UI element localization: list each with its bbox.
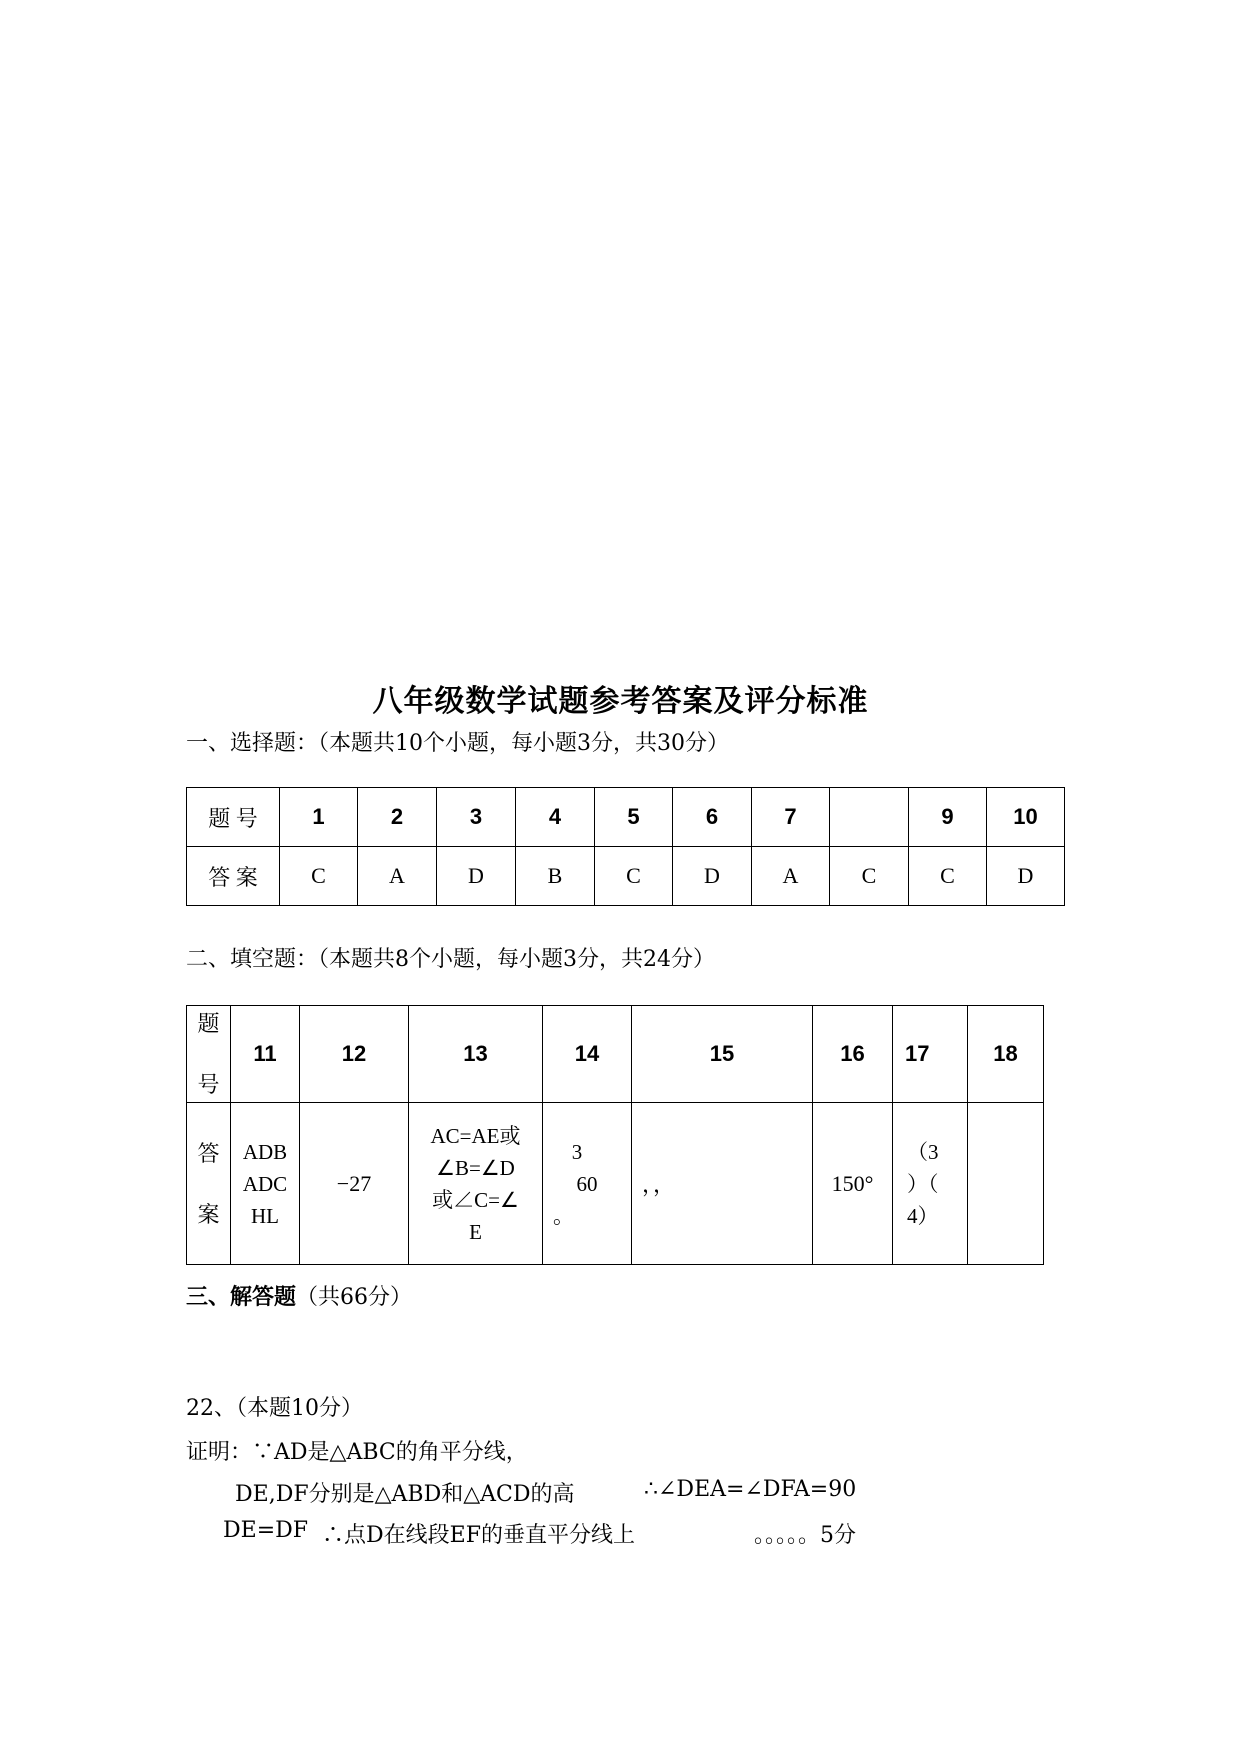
proof-line: DE,DF分别是△ABD和△ACD的高 xyxy=(235,1482,575,1507)
answer-line: HL xyxy=(251,1203,279,1228)
answer-line: E xyxy=(469,1219,482,1244)
choice-answer-table xyxy=(186,787,1065,906)
proof-line: ∴∠DEA=∠DFA=90 xyxy=(644,1477,857,1502)
row-label-question-number: 题 号 xyxy=(187,788,280,847)
section2-heading: 二、填空题：（本题共8个小题，每小题3分，共24分） xyxy=(186,947,715,972)
label-char: 号 xyxy=(197,1072,220,1097)
section3-heading-bold: 三、解答题 xyxy=(186,1285,297,1310)
fill-answer xyxy=(543,1103,632,1265)
answer-line: 150° xyxy=(831,1170,874,1196)
answer-line: 3 xyxy=(571,1139,583,1164)
answer-line: 或∠C=∠ xyxy=(432,1187,519,1212)
answer-line: AC=AE或 xyxy=(430,1123,521,1148)
score-note: 。。。。。5分 xyxy=(754,1523,856,1548)
choice-answer: C xyxy=(280,847,358,906)
proof-line: ∴点D在线段EF的垂直平分线上 xyxy=(322,1523,635,1548)
choice-answer: D xyxy=(673,847,752,906)
answer-line: 。 xyxy=(553,1203,574,1228)
section3-heading xyxy=(186,1280,412,1311)
fill-answer xyxy=(632,1103,813,1265)
answer-line: −27 xyxy=(336,1170,372,1196)
choice-answer: B xyxy=(516,847,595,906)
choice-number: 2 xyxy=(358,788,437,847)
fill-answer xyxy=(968,1103,1044,1265)
choice-number: 9 xyxy=(909,788,987,847)
fill-number: 13 xyxy=(409,1006,543,1103)
label-char: 答 xyxy=(197,1140,220,1166)
choice-answer: A xyxy=(358,847,437,906)
fill-answer-row xyxy=(187,1103,1044,1265)
fill-number: 11 xyxy=(231,1006,300,1103)
fill-number: 16 xyxy=(813,1006,893,1103)
choice-number xyxy=(830,788,909,847)
choice-number: 5 xyxy=(595,788,673,847)
answer-line: 60 xyxy=(576,1171,598,1196)
choice-number: 4 xyxy=(516,788,595,847)
row-label-answer xyxy=(187,1103,231,1265)
choice-answer: D xyxy=(437,847,516,906)
fill-number-row xyxy=(187,1006,1044,1103)
q22-heading: 22、（本题10分） xyxy=(186,1396,363,1421)
page-title: 八年级数学试题参考答案及评分标准 xyxy=(372,684,869,719)
section1-heading: 一、选择题：（本题共10个小题，每小题3分，共30分） xyxy=(186,731,729,756)
answer-line: ∠B=∠D xyxy=(436,1155,515,1180)
choice-number: 6 xyxy=(673,788,752,847)
fill-number: 18 xyxy=(968,1006,1044,1103)
choice-answer: C xyxy=(830,847,909,906)
proof-line: DE=DF xyxy=(223,1518,309,1543)
choice-number: 3 xyxy=(437,788,516,847)
fill-blank-answer-table xyxy=(186,1005,1044,1265)
choice-answer: D xyxy=(987,847,1065,906)
answer-line: ADB xyxy=(242,1139,288,1164)
answer-line: ，， xyxy=(642,1172,676,1197)
fill-number: 15 xyxy=(632,1006,813,1103)
choice-answer: C xyxy=(909,847,987,906)
proof-line: 证明：∵AD是△ABC的角平分线， xyxy=(186,1440,528,1465)
choice-number: 1 xyxy=(280,788,358,847)
choice-number: 7 xyxy=(752,788,830,847)
choice-number-row xyxy=(187,788,1065,847)
fill-number: 12 xyxy=(300,1006,409,1103)
choice-answer: A xyxy=(752,847,830,906)
choice-answer: C xyxy=(595,847,673,906)
fill-answer xyxy=(893,1103,968,1265)
fill-number: 14 xyxy=(543,1006,632,1103)
section3-heading-rest: （共66分） xyxy=(296,1285,413,1310)
fill-number: 17 xyxy=(893,1006,968,1103)
fill-answer xyxy=(813,1103,893,1265)
choice-number: 10 xyxy=(987,788,1065,847)
label-char: 案 xyxy=(197,1201,220,1227)
answer-line: （3 xyxy=(907,1139,939,1164)
label-char: 题 xyxy=(197,1011,220,1036)
fill-answer xyxy=(300,1103,409,1265)
fill-answer xyxy=(231,1103,300,1265)
answer-line: ADC xyxy=(242,1171,288,1196)
answer-line: 4） xyxy=(907,1203,939,1228)
row-label-answer: 答 案 xyxy=(187,847,280,906)
choice-answer-row xyxy=(187,847,1065,906)
fill-answer xyxy=(409,1103,543,1265)
row-label-question-number xyxy=(187,1006,231,1103)
answer-line: ）（ xyxy=(907,1171,939,1196)
